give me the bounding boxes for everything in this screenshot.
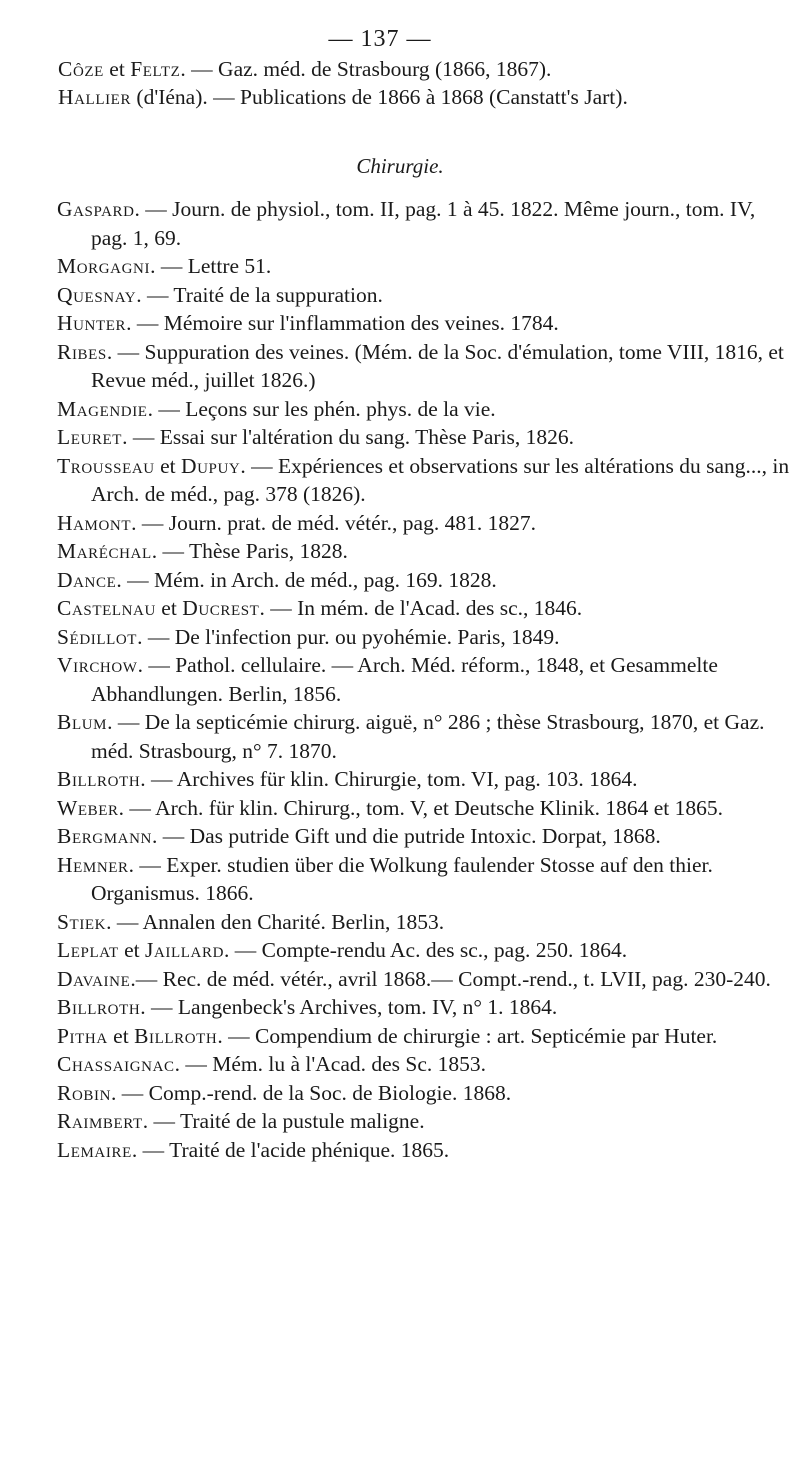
reference-author: Trousseau bbox=[57, 453, 155, 478]
reference-citation: . — Expériences et observations sur les altérations du sang..., in Arch. de méd., pag. 378 (1826). bbox=[91, 453, 790, 506]
reference-citation: . — Compte-rendu Ac. des sc., pag. 250. 1864. bbox=[224, 938, 628, 962]
reference-entry bbox=[57, 851, 792, 908]
reference-coauthor: Dupuy bbox=[181, 453, 241, 478]
reference-entry bbox=[57, 822, 792, 851]
surgery-reference-list bbox=[57, 195, 792, 1164]
reference-entry bbox=[57, 1022, 792, 1051]
reference-citation: . — Lettre 51. bbox=[150, 254, 272, 278]
reference-conjunction: et bbox=[109, 57, 125, 81]
reference-author: Hunter bbox=[57, 311, 127, 335]
reference-coauthor: Jaillard bbox=[145, 938, 225, 962]
reference-entry bbox=[57, 252, 792, 281]
reference-author: Magendie bbox=[57, 396, 148, 421]
reference-author: Quesnay bbox=[57, 282, 137, 307]
reference-citation: . — Leçons sur les phén. phys. de la vie. bbox=[147, 396, 496, 421]
reference-citation: . — Archives für klin. Chirurgie, tom. VI, pag. 103. 1864. bbox=[140, 767, 638, 791]
reference-author: Dance bbox=[57, 567, 117, 592]
reference-author: Hamont bbox=[57, 510, 132, 535]
reference-citation: . — Arch. für klin. Chirurg., tom. V, et Deutsche Klinik. 1864 et 1865. bbox=[118, 795, 723, 820]
reference-entry bbox=[57, 765, 792, 794]
reference-citation: . — Mémoire sur l'inflammation des veines. 1784. bbox=[126, 311, 559, 335]
reference-citation: . — Gaz. méd. de Strasbourg (1866, 1867). bbox=[180, 57, 552, 81]
reference-author: Weber bbox=[57, 795, 119, 820]
reference-citation: . — Langenbeck's Archives, tom. IV, n° 1. 1864. bbox=[140, 995, 558, 1019]
reference-entry bbox=[57, 1107, 792, 1136]
reference-entry bbox=[57, 309, 792, 338]
reference-entry bbox=[57, 623, 792, 652]
reference-citation: (d'Iéna). — Publications de 1866 à 1868 (Canstatt's Jart). bbox=[131, 84, 628, 109]
reference-entry bbox=[57, 452, 792, 509]
reference-entry bbox=[57, 1136, 792, 1165]
reference-entry bbox=[57, 794, 792, 823]
reference-author: Sédillot bbox=[57, 624, 138, 649]
reference-author: Davaine bbox=[57, 966, 131, 991]
reference-conjunction: et bbox=[160, 453, 176, 478]
reference-entry bbox=[57, 509, 792, 538]
reference-entry bbox=[57, 566, 792, 595]
reference-author: Virchow bbox=[57, 653, 138, 677]
reference-entry bbox=[57, 338, 792, 395]
reference-citation: . — Compendium de chirurgie : art. Septicémie par Huter. bbox=[217, 1023, 718, 1048]
reference-citation: . — Mém. lu à l'Acad. des Sc. 1853. bbox=[174, 1052, 487, 1076]
reference-citation: . — Traité de l'acide phénique. 1865. bbox=[131, 1137, 450, 1162]
reference-entry bbox=[57, 395, 792, 424]
reference-author: Billroth bbox=[57, 767, 141, 791]
reference-citation: . — Traité de la suppuration. bbox=[136, 282, 383, 307]
reference-citation: . — Pathol. cellulaire. — Arch. Méd. réform., 1848, et Gesammelte Abhandlungen. Berlin, 1856. bbox=[91, 653, 718, 706]
section-title: Chirurgie. bbox=[356, 154, 444, 178]
reference-entry bbox=[57, 936, 792, 965]
reference-citation: . — Journ. de physiol., tom. II, pag. 1 à 45. 1822. Même journ., tom. IV, pag. 1, 69. bbox=[91, 197, 756, 250]
reference-citation: . — Mém. in Arch. de méd., pag. 169. 1828. bbox=[116, 567, 497, 592]
reference-entry bbox=[57, 908, 792, 937]
reference-author: Leuret bbox=[57, 425, 123, 449]
reference-entry bbox=[57, 1050, 792, 1079]
reference-citation: . — Thèse Paris, 1828. bbox=[151, 539, 348, 563]
reference-author: Billroth bbox=[57, 995, 141, 1019]
reference-coauthor: Feltz bbox=[130, 57, 181, 81]
reference-entry bbox=[57, 423, 792, 452]
reference-author: Maréchal bbox=[57, 539, 152, 563]
reference-conjunction: et bbox=[124, 938, 140, 962]
reference-entry bbox=[57, 594, 792, 623]
reference-author: Ribes bbox=[57, 339, 107, 364]
reference-author: Côze bbox=[58, 57, 104, 81]
reference-entry bbox=[57, 281, 792, 310]
top-reference-list bbox=[58, 56, 788, 111]
reference-entry bbox=[57, 195, 792, 252]
reference-author: Chassaignac bbox=[57, 1052, 175, 1076]
reference-entry bbox=[58, 84, 788, 112]
reference-citation: . — Traité de la pustule maligne. bbox=[142, 1109, 425, 1133]
reference-author: Hemner bbox=[57, 852, 129, 877]
reference-author: Gaspard bbox=[57, 197, 135, 221]
reference-entry bbox=[58, 56, 788, 84]
reference-author: Raimbert bbox=[57, 1109, 143, 1133]
page-number: — 137 — bbox=[328, 26, 432, 52]
reference-author: Blum bbox=[57, 710, 108, 734]
reference-author: Stiek bbox=[57, 909, 107, 934]
reference-citation: . — Annalen den Charité. Berlin, 1853. bbox=[106, 909, 445, 934]
reference-author: Bergmann bbox=[57, 824, 152, 848]
reference-coauthor: Ducrest bbox=[182, 596, 260, 620]
reference-entry bbox=[57, 965, 792, 994]
reference-author: Leplat bbox=[57, 938, 119, 962]
reference-citation: . — Essai sur l'altération du sang. Thèse Paris, 1826. bbox=[122, 425, 574, 449]
reference-citation: . — De l'infection pur. ou pyohémie. Paris, 1849. bbox=[137, 624, 560, 649]
reference-author: Robin bbox=[57, 1080, 112, 1105]
reference-entry bbox=[57, 537, 792, 566]
reference-author: Pitha bbox=[57, 1023, 108, 1048]
reference-author: Morgagni bbox=[57, 254, 151, 278]
reference-conjunction: et bbox=[113, 1023, 129, 1048]
reference-author: Castelnau bbox=[57, 596, 156, 620]
reference-citation: . — Das putride Gift und die putride Intoxic. Dorpat, 1868. bbox=[151, 824, 661, 848]
reference-citation: . — Journ. prat. de méd. vétér., pag. 481. 1827. bbox=[131, 510, 536, 535]
reference-entry bbox=[57, 993, 792, 1022]
reference-conjunction: et bbox=[161, 596, 177, 620]
reference-author: Hallier bbox=[58, 84, 132, 109]
reference-citation: .— Rec. de méd. vétér., avril 1868.— Compt.-rend., t. LVII, pag. 230-240. bbox=[130, 966, 771, 991]
reference-citation: . — In mém. de l'Acad. des sc., 1846. bbox=[259, 596, 583, 620]
reference-entry bbox=[57, 708, 792, 765]
reference-entry bbox=[57, 1079, 792, 1108]
reference-citation: . — De la septicémie chirurg. aiguë, n° 286 ; thèse Strasbourg, 1870, et Gaz. méd. Strasbourg, n° 7. 1870. bbox=[91, 710, 765, 763]
reference-coauthor: Billroth bbox=[134, 1023, 218, 1048]
reference-citation: . — Exper. studien über die Wolkung faulender Stosse auf den thier. Organismus. 1866. bbox=[91, 852, 713, 905]
reference-citation: . — Suppuration des veines. (Mém. de la Soc. d'émulation, tome VIII, 1816, et Revue méd., juillet 1826.) bbox=[91, 339, 784, 392]
reference-author: Lemaire bbox=[57, 1137, 132, 1162]
reference-entry bbox=[57, 651, 792, 708]
reference-citation: . — Comp.-rend. de la Soc. de Biologie. 1868. bbox=[111, 1080, 512, 1105]
